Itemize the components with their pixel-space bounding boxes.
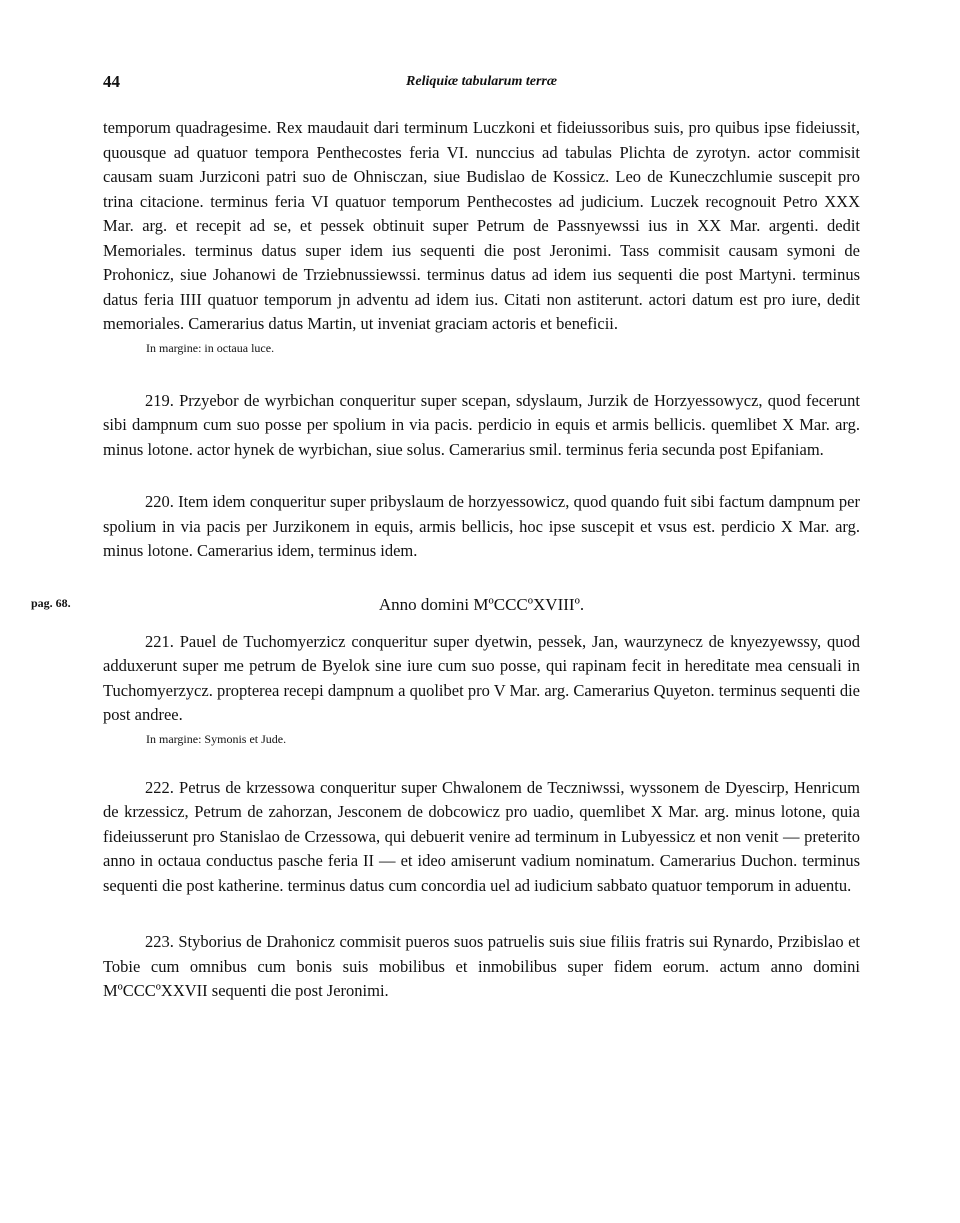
page-header <box>103 72 860 96</box>
margin-note: In margine: in octaua luce. <box>146 340 275 355</box>
entry-222: 222. Petrus de krzessowa conqueritur super Chwalonem de Teczniwssi, wyssonem de Dyescirp, Henricum de krzessicz, Petrum de zahorzan, Jesconem de dobcowicz pro uadio, quemlibet X Mar. arg. minus lotone, quia fideiusserunt pro Stanislao de Crzessowa, qui debuerit venire ad terminum in Lubyessicz et non venit — preterito anno in octaua conductus pasche feria II — et ideo amiserunt vadium nominatum. Camerarius Duchon. terminus sequenti die post katherine. terminus datus cum concordia uel ad iudicium sabbato quatuor temporum in aduentu. <box>103 777 860 895</box>
body-text <box>31 116 860 1004</box>
margin-note: In margine: Symonis et Jude. <box>146 731 287 746</box>
entry-continuation: temporum quadragesime. Rex maudauit dari terminum Luczkoni et fideiussoribus suis, pro quibus ipse fideiussit, quousque ad quatuor tempora Penthecostes feria VI. nunccius ad tabulas Plichta de zyrotyn. actor commisit causam suam Jurziconi patri suo de Ohnisczan, siue Budislao de Kossicz. Leo de Kuneczchlumie suscepit pro trina citacione. terminus feria VI quatuor temporum Penthecostes ad judicium. Luczek recognouit Petro XXX Mar. arg. et recepit ad se, et pessek obtinuit super Petrum de Passnyewssi ius in XX Mar. argenti. dedit Memoriales. terminus datus super idem ius sequenti die post Jeronimi. Tass commisit causam symoni de Prohonicz, siue Johanowi de Trziebnussiewssi. terminus datus ad idem ius sequenti die post Martyni. terminus datus feria IIII quatuor temporum jn adventu ad idem ius. Citati non astiterunt. actori datum est pro iure, dedit memoriales. Camerarius datus Martin, ut inveniat graciam actoris et beneficii. <box>103 118 860 333</box>
entry-221: 221. Pauel de Tuchomyerzicz conqueritur super dyetwin, pessek, Jan, waurzynecz de knyezyewssy, quod adduxerunt super me petrum de Byelok sine iure cum suo posse, qui rapinam fecit in hereditate mea censuali in Tuchomyerzycz. propterea recepi dampnum a quolibet pro V Mar. arg. Camerarius Quyeton. terminus sequenti die post andree. <box>103 631 860 724</box>
year-heading: Anno domini MºCCCºXVIIIº. <box>378 594 585 614</box>
running-title: Reliquiæ tabularum terræ <box>406 74 557 89</box>
year-section <box>31 592 860 618</box>
side-page-reference: pag. 68. <box>31 595 71 610</box>
page-number: 44 <box>103 72 120 91</box>
entry-223: 223. Styborius de Drahonicz commisit pueros suos patruelis suis siue filiis fratris sui Rynardo, Przibislao et Tobie cum omnibus cum bonis suis mobilibus et inmobilibus super fidem eorum. actum anno domini MºCCCºXXVII sequenti die post Jeronimi. <box>103 932 860 1000</box>
entry-220: 220. Item idem conqueritur super pribyslaum de horzyessowicz, quod quando fuit sibi factum dampnum per spolium in via pacis per Jurzikonem in equis, armis bellicis, hoc ipse suscepit et vsus est. perdicio X Mar. arg. minus lotone. Camerarius idem, terminus idem. <box>103 492 860 560</box>
entry-219: 219. Przyebor de wyrbichan conqueritur super scepan, sdyslaum, Jurzik de Horzyessowycz, quod fecerunt sibi dampnum cum suo posse per spolium in via pacis. perdicio in equis et armis bellicis. quemlibet X Mar. arg. minus lotone. actor hynek de wyrbichan, siue solus. Camerarius smil. terminus feria secunda post Epifaniam. <box>103 390 860 459</box>
